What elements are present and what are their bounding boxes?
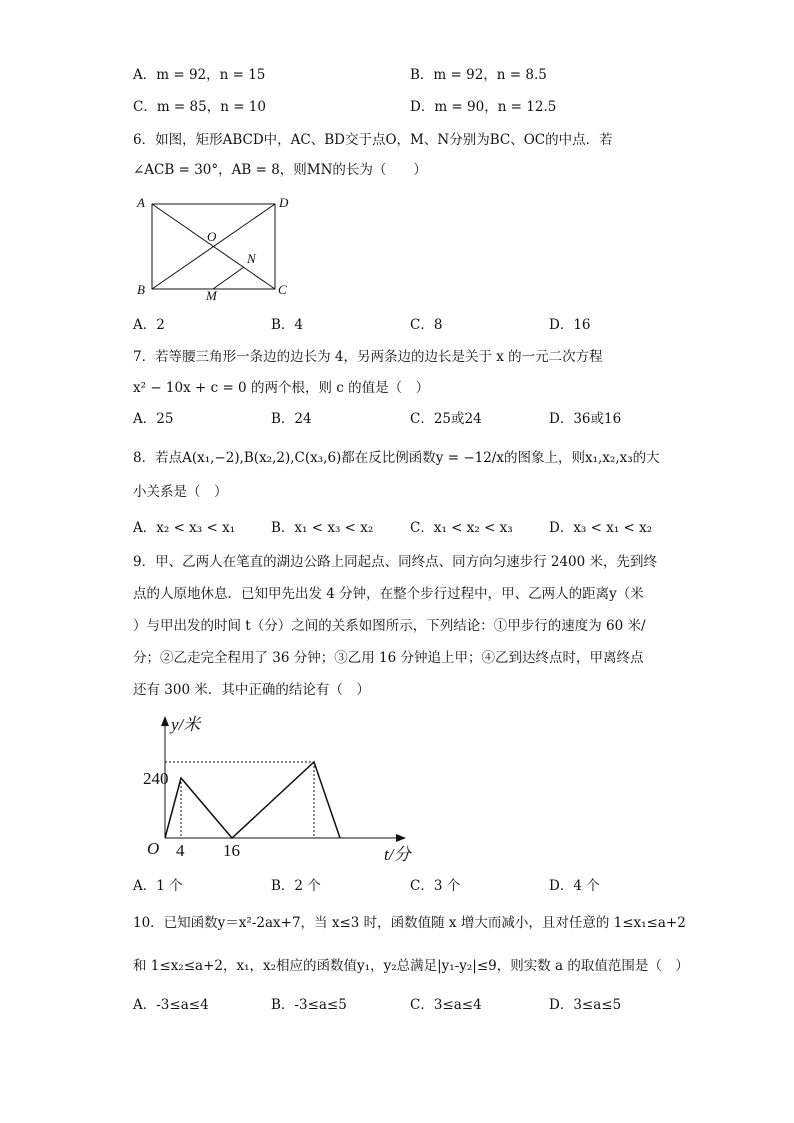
x-axis-label: t/分	[384, 845, 411, 864]
distance-time-graph	[143, 715, 412, 864]
y-axis-label: y/米	[171, 715, 201, 734]
q5-option-a: A．m = 92，n = 15	[133, 67, 266, 83]
label-m: M	[206, 288, 217, 303]
q7-option-d: D．36或16	[549, 411, 622, 427]
q9-option-d: D．4 个	[549, 878, 600, 894]
q8-option-b: B．x₁ < x₃ < x₂	[271, 520, 374, 536]
q9-line: 分；②乙走完全程用了 36 分钟；③乙用 16 分钟追上甲；④乙到达终点时，甲离终点	[133, 650, 644, 666]
q6-option-d: D．16	[549, 317, 591, 333]
q7-option-c: C．25或24	[410, 411, 482, 427]
q9-line: 点的人原地休息．已知甲先出发 4 分钟，在整个步行过程中，甲、乙两人的距离y（米	[133, 586, 644, 602]
q5-option-d: D．m = 90，n = 12.5	[410, 99, 557, 115]
label-o: O	[207, 229, 217, 244]
q8-option-d: D．x₃ < x₁ < x₂	[549, 520, 653, 536]
q9-option-c: C．3 个	[410, 878, 461, 894]
q6-option-b: B．4	[271, 317, 304, 333]
q8-line: 小关系是（ ）	[133, 484, 228, 500]
q9-line: 9．甲、乙两人在笔直的湖边公路上同起点、同终点、同方向匀速步行 2400 米，先到终	[133, 554, 658, 570]
q7-option-b: B．24	[271, 411, 312, 427]
label-c: C	[278, 282, 287, 297]
q10-line: 10．已知函数y＝x²-2ax+7，当 x≤3 时，函数值随 x 增大而减小，且对任意的 1≤x₁≤a+2	[133, 915, 686, 931]
q10-option-d: D．3≤a≤5	[549, 997, 622, 1013]
q8-option-a: A．x₂ < x₃ < x₁	[133, 520, 236, 536]
rectangle-figure	[136, 195, 289, 303]
label-a: A	[137, 195, 145, 210]
q6-option-a: A．2	[133, 317, 165, 333]
q9-line: 还有 300 米．其中正确的结论有（ ）	[133, 682, 370, 698]
origin-label: O	[147, 839, 160, 858]
q7-line: 7．若等腰三角形一条边的边长为 4，另两条边的边长是关于 x 的一元二次方程	[133, 349, 603, 365]
q8-line: 8．若点A(x₁,−2),B(x₂,2),C(x₃,6)都在反比例函数y = −12/x的图象上，则x₁,x₂,x₃的大	[133, 450, 660, 466]
q5-option-b: B．m = 92，n = 8.5	[410, 67, 547, 83]
y-tick-240: 240	[143, 769, 169, 788]
q10-option-b: B．-3≤a≤5	[271, 997, 347, 1013]
q10-option-c: C．3≤a≤4	[410, 997, 482, 1013]
q9-line: ）与甲出发的时间 t（分）之间的关系如图所示，下列结论：①甲步行的速度为 60 米/	[133, 618, 646, 634]
q6-line: 6．如图，矩形ABCD中，AC、BD交于点O，M、N分别为BC、OC的中点．若	[133, 132, 613, 148]
label-b: B	[137, 282, 145, 297]
q8-option-c: C．x₁ < x₂ < x₃	[410, 520, 513, 536]
q6-option-c: C．8	[410, 317, 443, 333]
label-d: D	[279, 195, 289, 210]
q10-line: 和 1≤x₂≤a+2，x₁，x₂相应的函数值y₁，y₂总满足|y₁-y₂|≤9，则实数 a 的取值范围是（ ）	[133, 958, 689, 974]
q6-line: ∠ACB = 30°，AB = 8，则MN的长为（ ）	[133, 162, 427, 178]
label-n: N	[247, 251, 256, 266]
q9-option-b: B．2 个	[271, 878, 321, 894]
q9-option-a: A．1 个	[133, 878, 183, 894]
q10-option-a: A．-3≤a≤4	[133, 997, 209, 1013]
q7-option-a: A．25	[133, 411, 174, 427]
x-tick-4: 4	[176, 841, 185, 860]
x-tick-16: 16	[223, 841, 240, 860]
q7-line: x² − 10x + c = 0 的两个根，则 c 的值是（ ）	[133, 380, 430, 396]
q5-option-c: C．m = 85，n = 10	[133, 99, 266, 115]
